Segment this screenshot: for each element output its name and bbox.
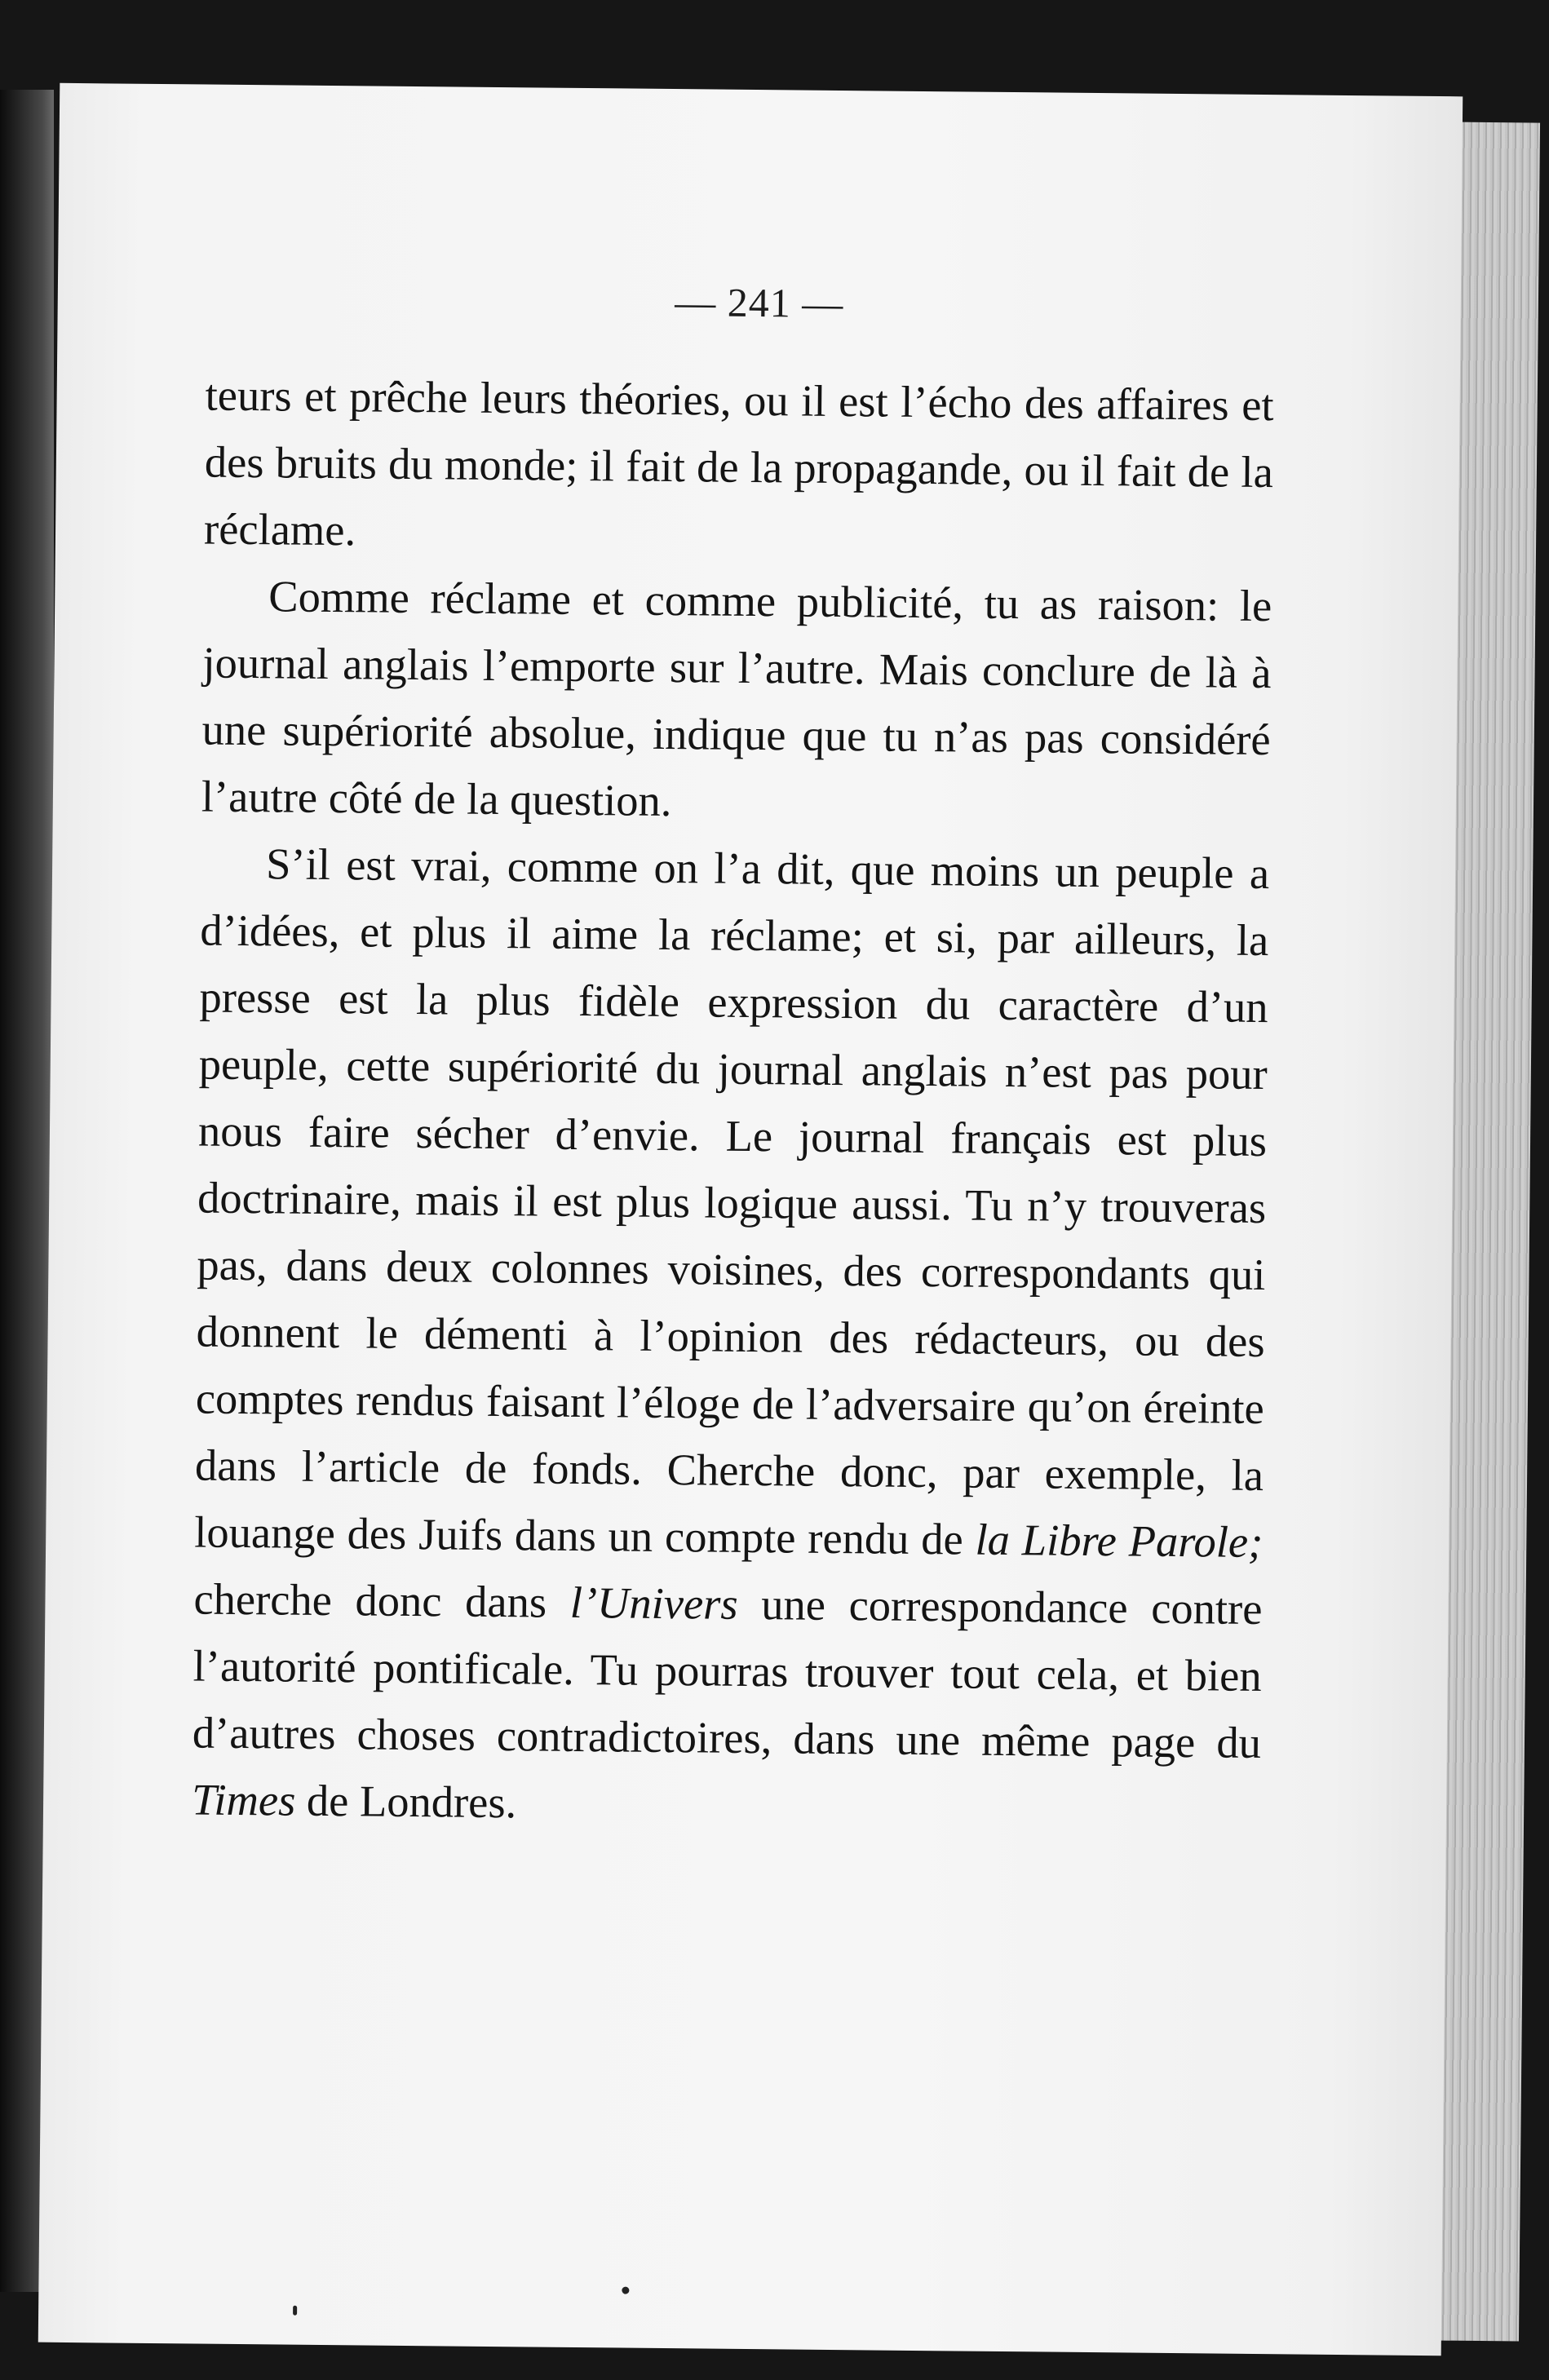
- paragraph: [192, 830, 1270, 1844]
- paragraph-text: de Londres.: [295, 1775, 517, 1828]
- page-number: — 241 —: [675, 279, 844, 327]
- newspaper-title-times: Times: [191, 1774, 296, 1825]
- paragraph-text: une correspondance contre l’autorité pontificale. Tu pourras trouver tout cela, et bien d’autres choses contradictoires, dans une même page du: [192, 1578, 1263, 1768]
- newspaper-title-univers: l’Univers: [569, 1577, 738, 1629]
- paragraph: [201, 563, 1272, 841]
- ink-speck: [622, 2287, 629, 2294]
- paragraph: [204, 362, 1274, 573]
- paragraph-text: S’il est vrai, comme on l’a dit, que moins un peuple a d’idées, et plus il aime la réclame; et si, par ailleurs, la presse est la plus fidèle expression du caractère d’un peuple, cette supériorité du journal anglais n’est pas pour nous faire sécher d’envie. Le journal français est plus doctrinaire, mais il est plus logique aussi. Tu n’y trouveras pas, dans deux colonnes voisines, des correspondants qui donnent le démenti à l’opinion des rédacteurs, ou des comptes rendus faisant l’éloge de l’adversaire qu’on éreinte dans l’article de fonds. Cherche donc, par exemple, la louange des Juifs dans un compte rendu de: [193, 838, 1270, 1564]
- newspaper-title-libre-parole: la Libre Parole;: [975, 1514, 1264, 1568]
- paragraph-text: teurs et prêche leurs théories, ou il est l’écho des affaires et des bruits du monde; il fait de la propagande, ou il fait de la réclame.: [203, 369, 1274, 555]
- paragraph-text: Comme réclame et comme publicité, tu as raison: le journal anglais l’emporte sur l’autre. Mais conclure de là à une supériorité absolue, indique que tu n’as pas considéré l’autre côté de la question.: [201, 571, 1272, 826]
- page-sheet: [38, 83, 1463, 2356]
- ink-speck: [293, 2306, 297, 2316]
- body-text: [192, 362, 1274, 1843]
- paragraph-text: cherche donc dans: [193, 1573, 571, 1627]
